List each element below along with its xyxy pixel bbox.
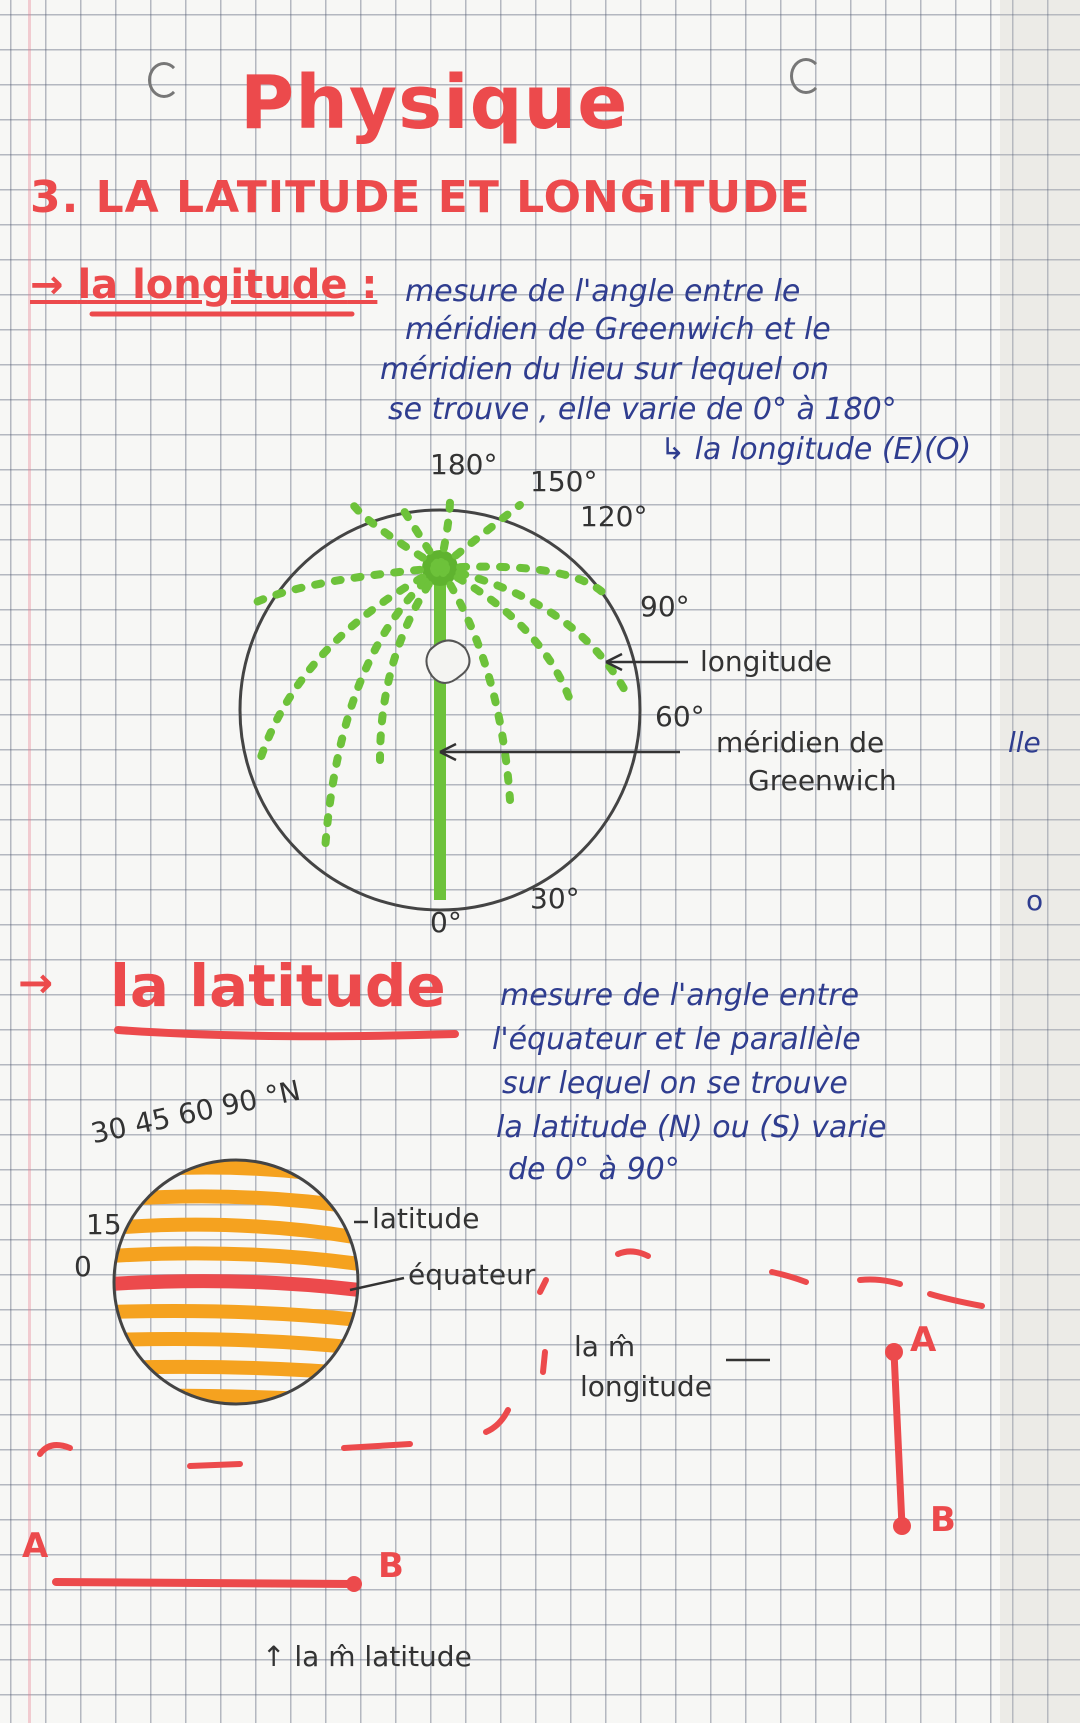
next-page-edge [1000,0,1080,1723]
longitude-def-line: méridien de Greenwich et le [405,312,831,347]
longitude-def-line: méridien du lieu sur lequel on [380,352,830,387]
latitude-globe-drawing [110,1160,404,1404]
longitude-note: ↳ la longitude (E)(O) [660,432,972,467]
same-longitude-drawing [726,1343,911,1535]
meridian-annotation: méridien de [716,726,885,759]
latitude-degree-label: 30 45 60 90 °N [88,1073,304,1151]
point-a-label: A [22,1526,49,1566]
parallel-line [110,1168,360,1181]
degree-label: 180° [430,448,498,481]
meridian-annotation: Greenwich [748,764,897,797]
longitude-def-line: se trouve , elle varie de 0° à 180° [388,392,897,427]
latitude-def-line: l'équateur et le parallèle [492,1022,861,1057]
next-page-fragment: o [1026,884,1044,917]
degree-label: 150° [530,465,598,498]
parallel-line [110,1253,360,1264]
parallel-line [110,1339,360,1348]
degree-label: 120° [580,500,648,533]
point-b-label: B [378,1546,404,1586]
next-page-fragment: lle [1008,726,1041,759]
same-latitude-text: ↑ la m̂ latitude [262,1640,472,1673]
same-latitude-line [56,1582,354,1584]
longitude-term: → la longitude : [30,262,378,308]
latitude-def-line: de 0° à 90° [508,1152,680,1187]
latitude-degree-label: 0 [74,1250,92,1283]
continent-shape [426,640,469,683]
degree-label: 90° [640,590,690,623]
meridian-dotted [325,568,440,850]
page-title: Physique [240,60,629,146]
longitude-annotation: longitude [700,645,832,678]
same-longitude-line [894,1352,902,1526]
equator-annotation: équateur [408,1258,536,1291]
degree-label: 0° [430,906,462,939]
point-a [885,1343,903,1361]
equator-line [110,1281,360,1290]
same-longitude-text: longitude [580,1370,712,1403]
longitude-globe-drawing [240,500,688,910]
latitude-degree-label: 15 [86,1208,122,1241]
latitude-arrow: → [18,958,54,1007]
parallel-line [110,1311,360,1320]
point-b-label: B [930,1500,956,1540]
latitude-annotation: latitude [372,1202,480,1235]
latitude-def-line: sur lequel on se trouve [502,1066,848,1101]
latitude-def-line: mesure de l'angle entre [500,978,860,1013]
same-latitude-drawing [56,1576,362,1592]
degree-label: 30° [530,882,580,915]
point-a-label: A [910,1320,937,1360]
latitude-def-line: la latitude (N) ou (S) varie [496,1110,887,1145]
section-heading: 3. LA LATITUDE ET LONGITUDE [30,172,811,223]
latitude-underline [118,1030,455,1036]
longitude-def-line: mesure de l'angle entre le [405,274,801,309]
parallel-line [110,1396,360,1402]
parallel-line [110,1225,360,1238]
point-b [346,1576,362,1592]
same-longitude-text: la m̂ [574,1330,636,1363]
point-b [893,1517,911,1535]
latitude-term: la latitude [110,952,446,1020]
degree-label: 60° [655,700,705,733]
